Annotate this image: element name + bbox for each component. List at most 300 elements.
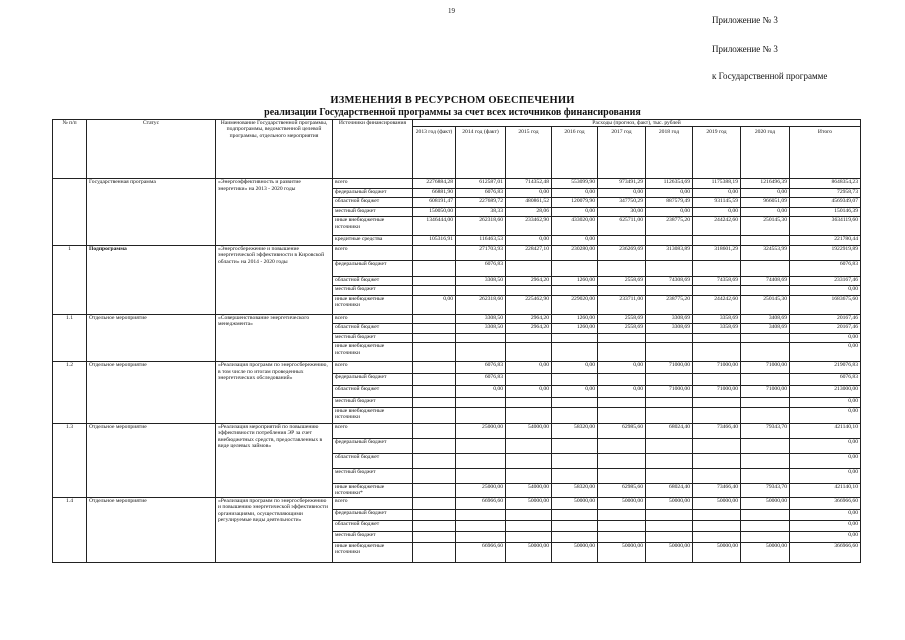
row-year-value: 2964,20: [506, 324, 552, 334]
row-year-value: 3308,69: [646, 324, 693, 334]
row-year-value: [741, 407, 790, 423]
row-year-value: [741, 438, 790, 453]
row-year-value: [552, 374, 598, 386]
row-year-value: 25000,00: [456, 423, 506, 438]
col-header-num: № п/п: [53, 120, 87, 179]
row-funding-source: федеральный бюджет: [333, 188, 413, 198]
row-number: 1.1: [53, 314, 87, 362]
row-year-value: 608191,47: [413, 198, 456, 208]
row-year-value: 120079,90: [552, 198, 598, 208]
row-year-value: [413, 343, 456, 362]
col-header-expenses: Расходы (прогноз, факт), тыс. рублей: [413, 120, 861, 127]
row-total-value: 3634119,60: [790, 217, 861, 236]
row-year-value: 74358,69: [693, 276, 741, 286]
row-year-value: [598, 398, 646, 408]
row-year-value: 68024,40: [646, 423, 693, 438]
row-funding-source: иные внебюджетные источники: [333, 217, 413, 236]
row-year-value: [598, 286, 646, 296]
row-year-value: 313083,89: [646, 245, 693, 260]
row-year-value: [413, 453, 456, 468]
row-year-value: 238775,20: [646, 295, 693, 314]
row-total-value: 366966,60: [790, 542, 861, 562]
row-year-value: [506, 438, 552, 453]
row-year-value: [506, 286, 552, 296]
row-program-name: «Реализация программ по энергосбережению и повышению энергетической эффективности организациями, осуществляющими регулируемые виды деятельности»: [216, 497, 333, 562]
row-year-value: 225462,90: [506, 295, 552, 314]
row-status: Государственная программа: [87, 179, 216, 246]
row-year-value: [741, 260, 790, 276]
row-year-value: [693, 374, 741, 386]
row-year-value: 931145,59: [693, 198, 741, 208]
document-title: ИЗМЕНЕНИЯ В РЕСУРСНОМ ОБЕСПЕЧЕНИИ: [330, 95, 575, 106]
row-year-value: [552, 286, 598, 296]
row-year-value: 6076,83: [456, 374, 506, 386]
row-year-value: [598, 468, 646, 483]
row-year-value: 2964,20: [506, 276, 552, 286]
row-year-value: [598, 374, 646, 386]
row-status: Отдельное мероприятие: [87, 497, 216, 562]
row-year-value: [413, 333, 456, 343]
row-year-value: 66966,60: [456, 497, 506, 509]
row-year-value: [506, 407, 552, 423]
row-year-value: 0,00: [552, 188, 598, 198]
row-year-value: [456, 286, 506, 296]
year-header-2019: 2019 год: [693, 127, 741, 179]
row-year-value: [741, 374, 790, 386]
appendix-line-2: Приложение № 3: [712, 44, 778, 54]
row-year-value: [413, 398, 456, 408]
row-year-value: [693, 520, 741, 531]
row-year-value: [693, 468, 741, 483]
row-year-value: 66966,60: [456, 542, 506, 562]
row-total-value: 0,00: [790, 438, 861, 453]
row-year-value: [646, 453, 693, 468]
col-header-name: Наименование Государственной программы, подпрограммы, ведомственной целевой программы, отдельного мероприятия: [216, 120, 333, 179]
row-year-value: [413, 423, 456, 438]
row-year-value: 0,00: [741, 188, 790, 198]
row-funding-source: федеральный бюджет: [333, 438, 413, 453]
row-funding-source: иные внебюджетные источники: [333, 295, 413, 314]
row-total-value: 233167,46: [790, 276, 861, 286]
row-year-value: 50000,00: [741, 497, 790, 509]
row-year-value: 887579,49: [646, 198, 693, 208]
row-year-value: 236269,69: [598, 245, 646, 260]
row-year-value: 2558,69: [598, 276, 646, 286]
row-year-value: [693, 260, 741, 276]
row-year-value: [506, 260, 552, 276]
row-number: [53, 179, 87, 246]
row-year-value: [646, 343, 693, 362]
row-year-value: 58320,00: [552, 483, 598, 497]
row-total-value: 421140,10: [790, 423, 861, 438]
row-year-value: 0,00: [693, 188, 741, 198]
row-year-value: [413, 324, 456, 334]
row-year-value: 54000,00: [506, 483, 552, 497]
row-year-value: 71000,00: [693, 386, 741, 398]
row-funding-source: всего: [333, 314, 413, 324]
row-status: Подпрограмма: [87, 245, 216, 314]
row-program-name: «Энергоэффективность и развитие энергетики» на 2013 - 2020 годы: [216, 179, 333, 246]
row-year-value: [693, 333, 741, 343]
row-year-value: 244242,60: [693, 295, 741, 314]
row-total-value: 0,00: [790, 468, 861, 483]
row-total-value: 0,00: [790, 531, 861, 542]
row-year-value: [552, 520, 598, 531]
row-year-value: 0,00: [552, 362, 598, 374]
row-year-value: [506, 398, 552, 408]
row-year-value: 105316,91: [413, 236, 456, 246]
row-year-value: [646, 531, 693, 542]
row-year-value: [552, 531, 598, 542]
row-year-value: [506, 343, 552, 362]
row-year-value: [646, 374, 693, 386]
row-funding-source: иные внебюджетные источники: [333, 343, 413, 362]
row-year-value: 71000,00: [741, 362, 790, 374]
row-year-value: [413, 362, 456, 374]
row-year-value: [741, 343, 790, 362]
row-year-value: 966051,09: [741, 198, 790, 208]
row-year-value: [741, 398, 790, 408]
row-year-value: 0,00: [646, 188, 693, 198]
row-year-value: [413, 438, 456, 453]
row-year-value: [413, 374, 456, 386]
row-year-value: [693, 438, 741, 453]
document-subtitle: реализации Государственной программы за счет всех источников финансирования: [264, 107, 641, 118]
row-year-value: [413, 245, 456, 260]
row-year-value: [413, 260, 456, 276]
row-year-value: [598, 438, 646, 453]
row-year-value: [741, 236, 790, 246]
row-year-value: 262318,60: [456, 295, 506, 314]
row-year-value: 250145,30: [741, 295, 790, 314]
year-header-2015: 2015 год: [506, 127, 552, 179]
row-number: 1.4: [53, 497, 87, 562]
row-total-value: 4569349,07: [790, 198, 861, 208]
row-year-value: [693, 236, 741, 246]
row-year-value: [413, 276, 456, 286]
row-year-value: 0,00: [506, 386, 552, 398]
row-year-value: 0,00: [598, 362, 646, 374]
row-year-value: [693, 398, 741, 408]
resource-table: [52, 119, 861, 563]
row-year-value: [506, 509, 552, 520]
row-year-value: 50000,00: [506, 542, 552, 562]
row-total-value: 219076,83: [790, 362, 861, 374]
row-year-value: 238775,20: [646, 217, 693, 236]
row-year-value: 0,00: [552, 236, 598, 246]
row-year-value: [598, 333, 646, 343]
row-year-value: [598, 407, 646, 423]
row-funding-source: местный бюджет: [333, 333, 413, 343]
row-funding-source: местный бюджет: [333, 468, 413, 483]
row-year-value: 30,00: [598, 207, 646, 217]
row-year-value: 68024,40: [646, 483, 693, 497]
row-year-value: 50000,00: [741, 542, 790, 562]
year-header-2020: 2020 год: [741, 127, 790, 179]
row-year-value: [413, 520, 456, 531]
row-year-value: 50000,00: [552, 497, 598, 509]
row-funding-source: местный бюджет: [333, 207, 413, 217]
row-total-value: 0,00: [790, 333, 861, 343]
row-year-value: 3358,69: [693, 324, 741, 334]
row-year-value: 73466,40: [693, 423, 741, 438]
row-funding-source: кредитные средства: [333, 236, 413, 246]
appendix-line-3: к Государственной программе: [712, 71, 828, 81]
row-year-value: [693, 286, 741, 296]
row-year-value: [693, 453, 741, 468]
row-year-value: 1216496,39: [741, 179, 790, 189]
row-year-value: 50000,00: [693, 497, 741, 509]
row-total-value: 0,00: [790, 343, 861, 362]
row-year-value: 2964,20: [506, 314, 552, 324]
row-year-value: [456, 343, 506, 362]
row-year-value: [506, 468, 552, 483]
row-total-value: 366966,60: [790, 497, 861, 509]
row-year-value: 71000,00: [646, 362, 693, 374]
row-year-value: 0,00: [506, 236, 552, 246]
row-funding-source: областной бюджет: [333, 324, 413, 334]
row-year-value: [456, 453, 506, 468]
row-year-value: [598, 236, 646, 246]
row-status: Отдельное мероприятие: [87, 423, 216, 497]
row-year-value: [598, 520, 646, 531]
row-total-value: 6076,83: [790, 374, 861, 386]
row-year-value: [413, 542, 456, 562]
row-year-value: [646, 333, 693, 343]
row-funding-source: областной бюджет: [333, 276, 413, 286]
row-year-value: [646, 520, 693, 531]
row-year-value: [646, 509, 693, 520]
row-program-name: «Совершенствование энергетического менеджмента»: [216, 314, 333, 362]
row-year-value: 50000,00: [598, 542, 646, 562]
row-year-value: [413, 497, 456, 509]
row-total-value: 6076,83: [790, 260, 861, 276]
row-year-value: 3408,69: [741, 314, 790, 324]
row-funding-source: федеральный бюджет: [333, 260, 413, 276]
row-year-value: [646, 468, 693, 483]
row-year-value: [413, 314, 456, 324]
row-year-value: 2558,69: [598, 324, 646, 334]
row-year-value: [413, 509, 456, 520]
row-year-value: [598, 260, 646, 276]
row-year-value: [413, 286, 456, 296]
row-year-value: [693, 343, 741, 362]
row-year-value: 480861,52: [506, 198, 552, 208]
row-year-value: 0,00: [456, 386, 506, 398]
row-year-value: 3358,69: [693, 314, 741, 324]
row-year-value: 271703,93: [456, 245, 506, 260]
row-year-value: 1175388,19: [693, 179, 741, 189]
row-year-value: [456, 398, 506, 408]
row-program-name: «Реализация программ по энергосбережению, в том числе по итогам проведенных энергетических обследований»: [216, 362, 333, 424]
row-year-value: 50000,00: [646, 542, 693, 562]
row-year-value: [413, 407, 456, 423]
row-year-value: 3308,50: [456, 276, 506, 286]
year-header-2016: 2016 год: [552, 127, 598, 179]
row-funding-source: федеральный бюджет: [333, 509, 413, 520]
row-year-value: 73466,40: [693, 483, 741, 497]
row-total-value: 1922919,89: [790, 245, 861, 260]
row-year-value: 6076,83: [456, 260, 506, 276]
row-year-value: [741, 286, 790, 296]
row-total-value: 213000,00: [790, 386, 861, 398]
row-funding-source: всего: [333, 179, 413, 189]
row-year-value: 50000,00: [646, 497, 693, 509]
row-year-value: 66881,90: [413, 188, 456, 198]
row-year-value: [646, 398, 693, 408]
row-year-value: 1346444,00: [413, 217, 456, 236]
row-year-value: [646, 407, 693, 423]
row-year-value: 973491,29: [598, 179, 646, 189]
row-year-value: 58320,00: [552, 423, 598, 438]
row-year-value: [598, 343, 646, 362]
row-year-value: 2558,69: [598, 314, 646, 324]
row-year-value: 0,00: [693, 207, 741, 217]
row-year-value: 0,00: [646, 207, 693, 217]
row-year-value: 233462,90: [506, 217, 552, 236]
row-year-value: 229020,00: [552, 295, 598, 314]
row-status: Отдельное мероприятие: [87, 314, 216, 362]
row-year-value: [506, 453, 552, 468]
row-funding-source: местный бюджет: [333, 531, 413, 542]
row-year-value: 79343,70: [741, 483, 790, 497]
row-year-value: 0,00: [552, 386, 598, 398]
row-year-value: [552, 509, 598, 520]
row-year-value: 347750,29: [598, 198, 646, 208]
row-funding-source: областной бюджет: [333, 520, 413, 531]
row-year-value: 2276884,28: [413, 179, 456, 189]
table-row: [53, 423, 861, 438]
row-year-value: [552, 407, 598, 423]
row-year-value: 3408,69: [741, 324, 790, 334]
row-year-value: 74408,69: [741, 276, 790, 286]
row-total-value: 421140,10: [790, 483, 861, 497]
row-year-value: 230280,00: [552, 245, 598, 260]
row-total-value: 221780,44: [790, 236, 861, 246]
row-year-value: 0,00: [598, 188, 646, 198]
appendix-line-1: Приложение № 3: [712, 15, 778, 25]
row-year-value: 0,00: [506, 188, 552, 198]
row-total-value: 20167,46: [790, 324, 861, 334]
row-total-value: 0,00: [790, 398, 861, 408]
table-row: [53, 314, 861, 324]
row-year-value: 74308,69: [646, 276, 693, 286]
row-year-value: 71000,00: [693, 362, 741, 374]
row-funding-source: иные внебюджетные источники*: [333, 483, 413, 497]
row-year-value: 714352,48: [506, 179, 552, 189]
row-year-value: 612587,01: [456, 179, 506, 189]
page-number: 19: [448, 7, 455, 15]
row-year-value: 1126354,69: [646, 179, 693, 189]
row-year-value: 1260,00: [552, 276, 598, 286]
row-funding-source: иные внебюджетные источники: [333, 407, 413, 423]
year-header-2018: 2018 год: [646, 127, 693, 179]
row-year-value: 3308,50: [456, 324, 506, 334]
row-year-value: 318601,29: [693, 245, 741, 260]
row-funding-source: местный бюджет: [333, 398, 413, 408]
table-row: [53, 179, 861, 189]
row-funding-source: всего: [333, 245, 413, 260]
row-year-value: [693, 531, 741, 542]
row-year-value: 625711,00: [598, 217, 646, 236]
row-year-value: [552, 260, 598, 276]
row-year-value: [413, 468, 456, 483]
row-year-value: 1260,00: [552, 324, 598, 334]
row-total-value: 8648354,23: [790, 179, 861, 189]
row-year-value: 50000,00: [598, 497, 646, 509]
row-funding-source: областной бюджет: [333, 453, 413, 468]
row-year-value: 50000,00: [693, 542, 741, 562]
row-funding-source: местный бюджет: [333, 286, 413, 296]
row-total-value: 0,00: [790, 407, 861, 423]
row-year-value: 62985,60: [598, 483, 646, 497]
row-year-value: [506, 333, 552, 343]
row-year-value: [552, 453, 598, 468]
row-year-value: 3308,50: [456, 314, 506, 324]
row-year-value: [413, 531, 456, 542]
row-year-value: 116463,53: [456, 236, 506, 246]
row-number: 1.2: [53, 362, 87, 424]
row-year-value: 0,00: [552, 207, 598, 217]
row-year-value: 71000,00: [741, 386, 790, 398]
row-year-value: [693, 509, 741, 520]
row-year-value: 150050,00: [413, 207, 456, 217]
row-year-value: 54000,00: [506, 423, 552, 438]
row-year-value: [552, 468, 598, 483]
row-year-value: [456, 468, 506, 483]
row-year-value: 1260,00: [552, 314, 598, 324]
row-program-name: «Энергосбережение и повышение энергетической эффективности в Кировской области» на 2014 - 2020 годы: [216, 245, 333, 314]
row-year-value: [413, 386, 456, 398]
row-year-value: 433020,00: [552, 217, 598, 236]
row-year-value: 244242,60: [693, 217, 741, 236]
row-total-value: 0,00: [790, 509, 861, 520]
row-year-value: [506, 520, 552, 531]
row-year-value: [552, 343, 598, 362]
row-total-value: 0,00: [790, 520, 861, 531]
row-year-value: 38,33: [456, 207, 506, 217]
table-row: [53, 362, 861, 374]
total-header: Итого: [790, 127, 861, 179]
row-year-value: [456, 531, 506, 542]
row-year-value: [598, 509, 646, 520]
row-year-value: [456, 520, 506, 531]
col-header-source: Источники финансирования: [333, 120, 413, 179]
row-year-value: 233711,00: [598, 295, 646, 314]
row-total-value: 20167,46: [790, 314, 861, 324]
year-header-2013: 2013 год (факт): [413, 127, 456, 179]
row-year-value: 3308,69: [646, 314, 693, 324]
table-row: [53, 245, 861, 260]
row-year-value: 227689,72: [456, 198, 506, 208]
row-year-value: 28,06: [506, 207, 552, 217]
row-year-value: 0,00: [741, 207, 790, 217]
row-year-value: [456, 509, 506, 520]
row-year-value: 71000,00: [646, 386, 693, 398]
row-funding-source: иные внебюджетные источники: [333, 542, 413, 562]
row-funding-source: областной бюджет: [333, 198, 413, 208]
row-year-value: [506, 531, 552, 542]
row-year-value: [506, 374, 552, 386]
row-year-value: 62985,60: [598, 423, 646, 438]
row-program-name: «Реализация мероприятий по повышению эффективности потребления ЭР за счет внебюджетных средств, предоставленных в виде целевых займов»: [216, 423, 333, 497]
row-funding-source: всего: [333, 497, 413, 509]
row-year-value: 79343,70: [741, 423, 790, 438]
row-year-value: [741, 468, 790, 483]
row-year-value: [552, 438, 598, 453]
row-year-value: 553099,90: [552, 179, 598, 189]
row-year-value: [552, 398, 598, 408]
